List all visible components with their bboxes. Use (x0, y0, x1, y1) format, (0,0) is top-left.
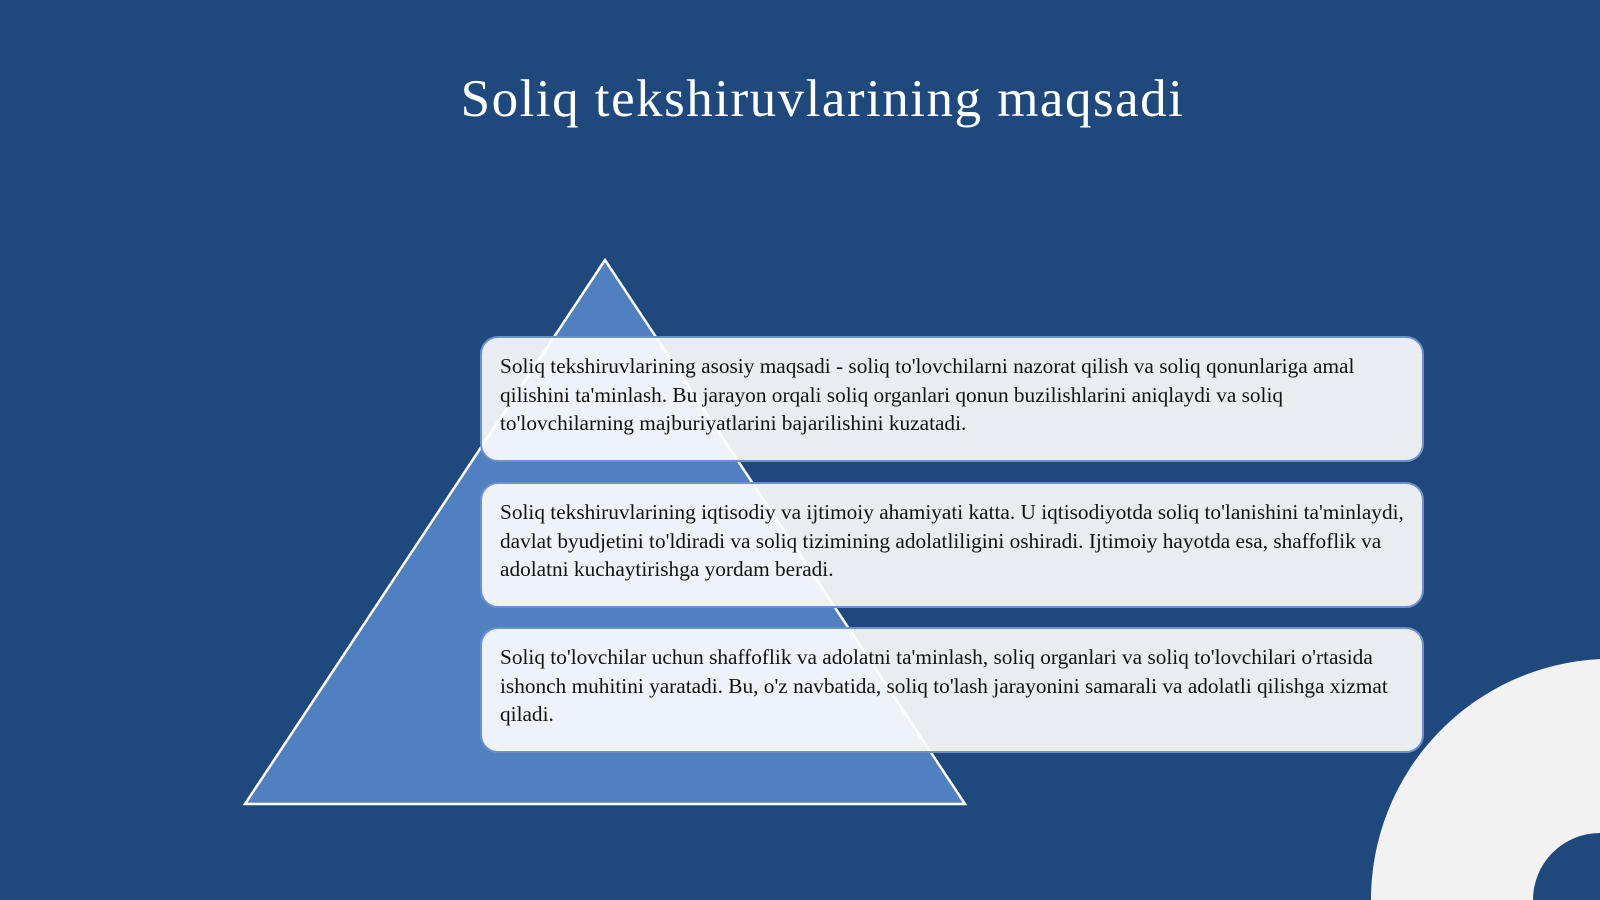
slide-title: Soliq tekshiruvlarining maqsadi (460, 70, 1185, 128)
text-card-2: Soliq tekshiruvlarining iqtisodiy va ijtimoiy ahamiyati katta. U iqtisodiyotda soliq to'lanishini ta'minlaydi, davlat byudjetini to'ldiradi va soliq tizimining adolatliligini oshiradi. Ijtimoiy hayotda esa, shaffoflik va adolatni kuchaytirishga yordam beradi. (480, 482, 1424, 608)
text-card-1: Soliq tekshiruvlarining asosiy maqsadi - soliq to'lovchilarni nazorat qilish va soliq qonunlariga amal qilishini ta'minlash. Bu jarayon orqali soliq organlari qonun buzilishlarini aniqlaydi va soliq to'lovchilarning majburiyatlarini bajarilishini kuzatadi. (480, 336, 1424, 462)
text-card-3: Soliq to'lovchilar uchun shaffoflik va adolatni ta'minlash, soliq organlari va soliq to'lovchilari o'rtasida ishonch muhitini yaratadi. Bu, o'z navbatida, soliq to'lash jarayonini samarali va adolatli qilishga xizmat qiladi. (480, 627, 1424, 753)
